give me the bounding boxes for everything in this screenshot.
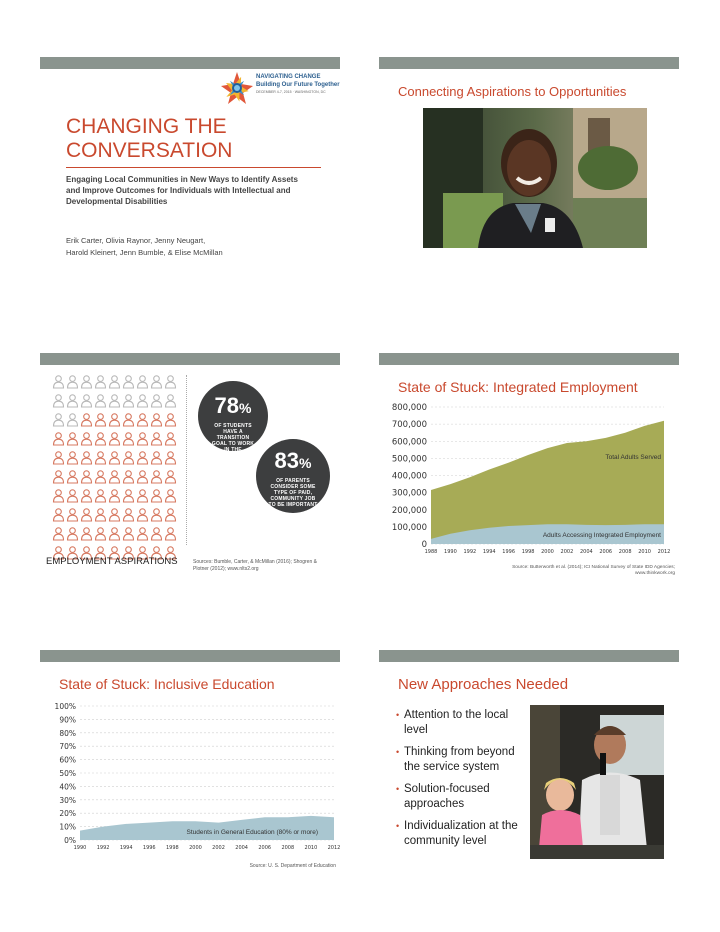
person-icon	[164, 527, 177, 541]
person-icon	[80, 470, 93, 484]
slide-header-bar	[40, 650, 340, 662]
person-icon	[52, 508, 65, 522]
person-icon	[66, 508, 79, 522]
stat1-value: 78%	[214, 393, 252, 418]
person-icon	[52, 413, 65, 427]
stat-circle-parents	[256, 439, 330, 513]
person-icon	[66, 527, 79, 541]
person-icon	[164, 451, 177, 465]
person-icon	[66, 470, 79, 484]
y-tick-label: 30%	[59, 795, 76, 805]
slide1-title	[66, 115, 232, 163]
x-tick-label: 2008	[281, 845, 295, 851]
person-icon	[80, 375, 93, 389]
x-tick-label: 2006	[258, 845, 272, 851]
person-icon	[122, 375, 135, 389]
slide-header-bar	[379, 57, 679, 69]
title-divider	[66, 167, 321, 168]
person-icon	[122, 508, 135, 522]
x-tick-label: 1998	[165, 845, 179, 851]
person-icon	[136, 489, 149, 503]
person-icon	[108, 470, 121, 484]
conference-logo	[220, 71, 338, 107]
slide4-title: State of Stuck: Integrated Employment	[398, 379, 638, 395]
slide-header-bar	[379, 353, 679, 365]
person-icon	[80, 489, 93, 503]
person-icon	[122, 451, 135, 465]
slide-integrated-employment	[379, 353, 679, 593]
person-icon	[66, 489, 79, 503]
education-area-chart	[40, 698, 340, 858]
x-tick-label: 2004	[579, 549, 593, 555]
person-icon	[94, 470, 107, 484]
woman-photo	[423, 108, 647, 248]
slide4-source: Source: Butterworth et al. (2014); ICI National Survey of State IDD Agencies; www.thinkwork.org	[512, 565, 675, 576]
y-tick-label: 10%	[59, 822, 76, 832]
person-icon	[80, 413, 93, 427]
x-tick-label: 1988	[424, 549, 438, 555]
person-icon	[80, 451, 93, 465]
x-tick-label: 1992	[463, 549, 477, 555]
star-logo-icon	[220, 71, 254, 105]
logo-line2: Building Our Future Together	[256, 82, 340, 88]
person-icon	[136, 470, 149, 484]
stat1-text: OF STUDENTS HAVE A TRANSITION GOAL TO WORK IN THE COMMUNITY	[211, 423, 255, 459]
x-tick-label: 2006	[599, 549, 613, 555]
slide-header-bar	[379, 650, 679, 662]
person-icon	[150, 394, 163, 408]
x-tick-label: 2012	[657, 549, 671, 555]
employment-area-chart	[379, 399, 679, 559]
y-tick-label: 0	[421, 540, 427, 550]
approaches-bullet-list	[396, 708, 528, 856]
person-icon	[122, 489, 135, 503]
presenter-photo	[530, 705, 664, 859]
slide-header-bar	[40, 57, 340, 69]
bullet-item: • Solution-focused approaches	[396, 782, 528, 812]
x-tick-label: 1990	[444, 549, 457, 555]
person-icon	[80, 527, 93, 541]
y-tick-label: 100,000	[391, 522, 427, 533]
person-icon	[66, 394, 79, 408]
person-icon	[122, 470, 135, 484]
x-tick-label: 1996	[502, 549, 516, 555]
y-tick-label: 300,000	[391, 488, 427, 499]
x-tick-label: 2010	[304, 845, 318, 851]
bullet-item: • Thinking from beyond the service system	[396, 745, 528, 775]
person-icon	[108, 527, 121, 541]
authors	[66, 235, 223, 259]
y-tick-label: 400,000	[391, 471, 427, 482]
y-tick-label: 800,000	[391, 403, 427, 413]
slide-new-approaches	[379, 650, 679, 880]
y-tick-label: 90%	[59, 715, 76, 725]
authors-line-2: Harold Kleinert, Jenn Bumble, & Elise McMillan	[66, 248, 223, 257]
person-icon	[150, 451, 163, 465]
y-tick-label: 500,000	[391, 454, 427, 465]
series-label: Total Adults Served	[605, 454, 661, 461]
x-tick-label: 1996	[142, 845, 156, 851]
person-icon	[108, 508, 121, 522]
person-icon	[136, 413, 149, 427]
slide1-subtitle: Engaging Local Communities in New Ways to Identify Assets and Improve Outcomes for Individuals with Intellectual and Developmental Disabilities	[66, 175, 298, 206]
slide3-sources: Sources: Bumble, Carter, & McMillan (2016); Shogren & Plotner (2012); www.nlts2.org	[193, 559, 317, 572]
y-tick-label: 60%	[59, 755, 76, 765]
logo-line1: NAVIGATING CHANGE	[256, 74, 321, 80]
y-tick-label: 20%	[59, 809, 76, 819]
slide-inclusive-education	[40, 650, 340, 880]
y-tick-label: 0%	[64, 836, 76, 845]
person-icon	[80, 432, 93, 446]
person-icon	[164, 432, 177, 446]
person-icon	[80, 508, 93, 522]
person-icon	[150, 508, 163, 522]
x-tick-label: 2002	[560, 549, 574, 555]
title-line-1: CHANGING THE	[66, 115, 227, 138]
bullet-item: • Individualization at the community level	[396, 819, 528, 849]
x-tick-label: 2002	[212, 845, 225, 851]
person-icon	[164, 470, 177, 484]
person-icon	[164, 489, 177, 503]
x-tick-label: 2004	[235, 845, 249, 851]
person-icon	[150, 432, 163, 446]
x-tick-label: 1994	[119, 845, 133, 851]
authors-line-1: Erik Carter, Olivia Raynor, Jenny Neugart,	[66, 236, 206, 245]
x-tick-label: 2008	[618, 549, 632, 555]
person-icon	[94, 375, 107, 389]
person-icon	[164, 375, 177, 389]
y-tick-label: 200,000	[391, 505, 427, 516]
people-icon-grid	[52, 375, 184, 565]
person-icon	[108, 432, 121, 446]
x-tick-label: 1994	[482, 549, 496, 555]
stat2-text: OF PARENTS CONSIDER SOME TYPE OF PAID, COMMUNITY JOB TO BE IMPORTANT	[268, 478, 318, 508]
person-icon	[52, 394, 65, 408]
slide5-title: State of Stuck: Inclusive Education	[59, 676, 275, 692]
slide-aspirations-photo	[379, 57, 679, 292]
x-tick-label: 1990	[73, 845, 87, 851]
person-icon	[122, 432, 135, 446]
person-icon	[164, 394, 177, 408]
slide-title	[40, 57, 340, 292]
person-icon	[150, 489, 163, 503]
person-icon	[66, 413, 79, 427]
x-tick-label: 1998	[521, 549, 535, 555]
y-tick-label: 700,000	[391, 420, 427, 431]
person-icon	[108, 489, 121, 503]
person-icon	[108, 413, 121, 427]
x-tick-label: 2012	[327, 845, 340, 851]
slide2-title: Connecting Aspirations to Opportunities	[398, 84, 627, 99]
person-icon	[94, 451, 107, 465]
person-icon	[52, 375, 65, 389]
slide6-title: New Approaches Needed	[398, 676, 569, 693]
person-icon	[52, 527, 65, 541]
x-tick-label: 1992	[96, 845, 110, 851]
person-icon	[136, 527, 149, 541]
person-icon	[136, 432, 149, 446]
slide5-source: Source: U. S. Department of Education	[249, 863, 336, 869]
person-icon	[122, 413, 135, 427]
area-series-1	[80, 816, 334, 840]
slide-header-bar	[40, 353, 340, 365]
person-icon	[94, 527, 107, 541]
x-tick-label: 2000	[189, 845, 202, 851]
title-line-2: CONVERSATION	[66, 139, 233, 162]
person-icon	[66, 432, 79, 446]
person-icon	[108, 375, 121, 389]
person-icon	[136, 508, 149, 522]
bullet-item: • Attention to the local level	[396, 708, 528, 738]
person-icon	[164, 508, 177, 522]
person-icon	[150, 375, 163, 389]
person-icon	[150, 470, 163, 484]
series-label: Adults Accessing Integrated Employment	[542, 532, 661, 539]
person-icon	[80, 394, 93, 408]
person-icon	[122, 394, 135, 408]
y-tick-label: 80%	[59, 728, 76, 738]
y-tick-label: 100%	[54, 702, 76, 711]
y-tick-label: 50%	[59, 769, 76, 778]
y-tick-label: 600,000	[391, 437, 427, 448]
person-icon	[66, 451, 79, 465]
person-icon	[94, 413, 107, 427]
person-icon	[136, 394, 149, 408]
x-tick-label: 2010	[638, 549, 651, 555]
person-icon	[94, 394, 107, 408]
y-tick-label: 70%	[59, 742, 76, 752]
person-icon	[66, 375, 79, 389]
person-icon	[94, 432, 107, 446]
slide-employment-aspirations	[40, 353, 340, 593]
y-tick-label: 40%	[59, 782, 76, 792]
person-icon	[108, 394, 121, 408]
person-icon	[136, 451, 149, 465]
person-icon	[150, 527, 163, 541]
person-icon	[108, 451, 121, 465]
logo-line3: DECEMBER 4-7, 2015 · WASHINGTON, DC	[256, 90, 326, 94]
person-icon	[94, 489, 107, 503]
person-icon	[122, 527, 135, 541]
stat2-value: 83%	[274, 448, 312, 473]
person-icon	[52, 432, 65, 446]
person-icon	[52, 489, 65, 503]
person-icon	[136, 375, 149, 389]
person-icon	[164, 413, 177, 427]
series-label: Students in General Education (80% or more)	[186, 829, 318, 836]
stat-circle-students	[198, 381, 268, 459]
person-icon	[150, 413, 163, 427]
x-tick-label: 2000	[541, 549, 554, 555]
grid-divider	[186, 375, 187, 545]
person-icon	[94, 508, 107, 522]
employment-caption: EMPLOYMENT ASPIRATIONS	[46, 556, 178, 567]
person-icon	[52, 451, 65, 465]
person-icon	[52, 470, 65, 484]
